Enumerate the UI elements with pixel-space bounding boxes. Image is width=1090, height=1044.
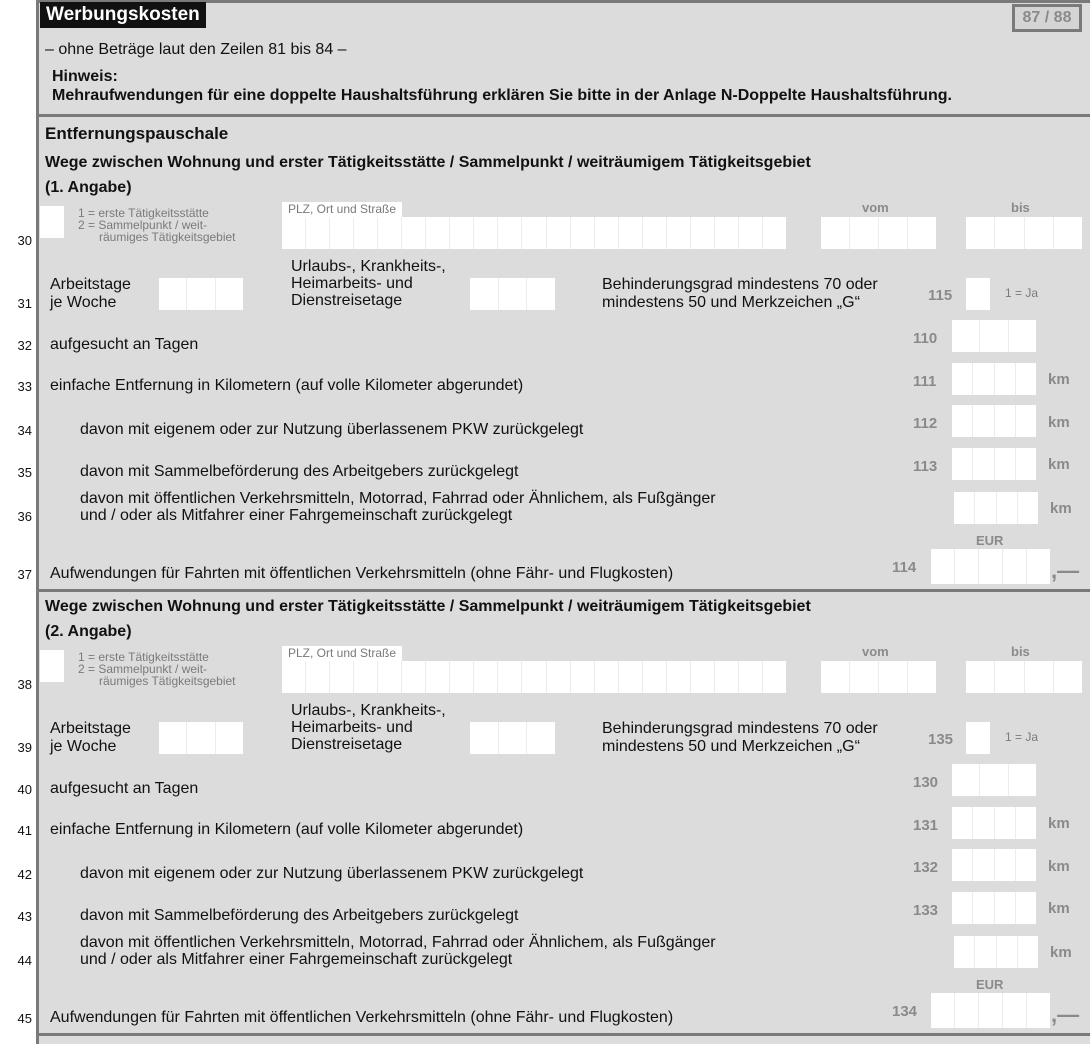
- bis-label: bis: [1011, 200, 1030, 215]
- vom-label: vom: [862, 200, 889, 215]
- block-heading: Wege zwischen Wohnung und erster Tätigkeitsstätte / Sammelpunkt / weiträumigem Tätigkeitsgebiet: [45, 598, 811, 615]
- workdays-label-line1: Arbeitstage: [50, 276, 131, 293]
- leave-days-label: [291, 702, 446, 753]
- days-code: 110: [913, 330, 938, 347]
- block-subheading: (1. Angabe): [45, 179, 132, 196]
- type-option-1: 1 = erste Tätigkeitsstätte: [78, 650, 209, 664]
- pkw-label: davon mit eigenem oder zur Nutzung überlassenem PKW zurückgelegt: [80, 865, 584, 882]
- workdays-label-line1: Arbeitstage: [50, 720, 131, 737]
- workdays-label-line2: je Woche: [50, 738, 117, 755]
- type-option-2-cont: räumiges Tätigkeitsgebiet: [99, 674, 236, 688]
- line-number: 44: [17, 953, 32, 968]
- line-number: 36: [17, 509, 32, 524]
- distance-unit: km: [1048, 815, 1070, 832]
- distance-input[interactable]: [952, 807, 1036, 839]
- workdays-input[interactable]: [159, 278, 243, 310]
- workdays-label: [50, 276, 131, 312]
- address-input[interactable]: [282, 661, 786, 693]
- public-transport-line1: davon mit öffentlichen Verkehrsmitteln, Motorrad, Fahrrad oder Ähnlichem, als Fußgänger: [80, 490, 716, 507]
- line-number: 38: [17, 677, 32, 692]
- hint-text: Mehraufwendungen für eine doppelte Haushaltsführung erklären Sie bitte in der Anlage N-Doppelte Haushaltsführung.: [52, 87, 952, 104]
- sammel-code: 113: [913, 458, 938, 475]
- disability-label: [602, 720, 878, 756]
- workplace-type-input[interactable]: [40, 206, 64, 238]
- costs-label: Aufwendungen für Fahrten mit öffentlichen Verkehrsmitteln (ohne Fähr- und Flugkosten): [50, 1009, 674, 1026]
- address-label: PLZ, Ort und Straße: [282, 646, 402, 661]
- eur-label: EUR: [976, 533, 1004, 548]
- sammel-unit: km: [1048, 900, 1070, 917]
- public-transport-input[interactable]: [954, 492, 1038, 524]
- line-number: 43: [17, 909, 32, 924]
- public-transport-line2: und / oder als Mitfahrer einer Fahrgemeinschaft zurückgelegt: [80, 507, 513, 524]
- sammel-label: davon mit Sammelbeförderung des Arbeitgebers zurückgelegt: [80, 463, 519, 480]
- section-divider: [36, 114, 1090, 117]
- leave-days-line3: Dienstreisetage: [291, 736, 403, 753]
- sammel-unit: km: [1048, 456, 1070, 473]
- distance-code: 131: [913, 817, 939, 834]
- line-number: 40: [17, 782, 32, 797]
- section-title: Entfernungspauschale: [45, 124, 229, 143]
- form-title: Werbungskosten: [40, 2, 206, 28]
- workdays-label-line2: je Woche: [50, 294, 117, 311]
- line-number: 34: [17, 423, 32, 438]
- bis-input[interactable]: [966, 217, 1082, 249]
- type-option-2-cont: räumiges Tätigkeitsgebiet: [99, 230, 236, 244]
- leave-days-input[interactable]: [470, 278, 555, 310]
- disability-line2: mindestens 50 und Merkzeichen „G“: [602, 738, 860, 755]
- line-number: 32: [17, 338, 32, 353]
- vom-label: vom: [862, 644, 889, 659]
- distance-input[interactable]: [952, 363, 1036, 395]
- leave-days-line2: Heimarbeits- und: [291, 275, 413, 292]
- days-label: aufgesucht an Tagen: [50, 336, 199, 353]
- disability-line1: Behinderungsgrad mindestens 70 oder: [602, 276, 878, 293]
- public-transport-line1: davon mit öffentlichen Verkehrsmitteln, Motorrad, Fahrrad oder Ähnlichem, als Fußgänger: [80, 934, 716, 951]
- line-number: 30: [17, 233, 32, 248]
- sammel-input[interactable]: [952, 892, 1036, 924]
- days-input[interactable]: [952, 764, 1036, 796]
- costs-suffix: ,—: [1051, 558, 1080, 583]
- disability-code: 135: [928, 731, 954, 748]
- disability-line2: mindestens 50 und Merkzeichen „G“: [602, 294, 860, 311]
- costs-suffix: ,—: [1051, 1002, 1080, 1027]
- address-input[interactable]: [282, 217, 786, 249]
- block-heading: Wege zwischen Wohnung und erster Tätigkeitsstätte / Sammelpunkt / weiträumigem Tätigkeitsgebiet: [45, 154, 811, 171]
- line-number: 37: [17, 567, 32, 582]
- line-number: 35: [17, 465, 32, 480]
- disability-input[interactable]: [966, 722, 990, 754]
- public-transport-label: [80, 490, 716, 524]
- bis-label: bis: [1011, 644, 1030, 659]
- public-transport-input[interactable]: [954, 936, 1038, 968]
- disability-input[interactable]: [966, 278, 990, 310]
- costs-input[interactable]: [931, 993, 1050, 1028]
- block-subheading: (2. Angabe): [45, 623, 132, 640]
- distance-unit: km: [1048, 371, 1070, 388]
- type-option-1: 1 = erste Tätigkeitsstätte: [78, 206, 209, 220]
- workdays-input[interactable]: [159, 722, 243, 754]
- pkw-label: davon mit eigenem oder zur Nutzung überlassenem PKW zurückgelegt: [80, 421, 584, 438]
- line-number: 45: [17, 1011, 32, 1026]
- public-transport-unit: km: [1050, 500, 1072, 517]
- pkw-input[interactable]: [952, 849, 1036, 881]
- line-number: 33: [17, 379, 32, 394]
- line-number: 42: [17, 867, 32, 882]
- leave-days-line3: Dienstreisetage: [291, 292, 403, 309]
- leave-days-line2: Heimarbeits- und: [291, 719, 413, 736]
- bis-input[interactable]: [966, 661, 1082, 693]
- page-number: 87 / 88: [1012, 4, 1082, 32]
- days-code: 130: [913, 774, 939, 791]
- address-label: PLZ, Ort und Straße: [282, 202, 402, 217]
- leave-days-line1: Urlaubs-, Krankheits-,: [291, 702, 446, 719]
- distance-label: einfache Entfernung in Kilometern (auf volle Kilometer abgerundet): [50, 377, 524, 394]
- workdays-label: [50, 720, 131, 756]
- disability-line1: Behinderungsgrad mindestens 70 oder: [602, 720, 878, 737]
- hint-label: Hinweis:: [52, 68, 118, 85]
- disability-label: [602, 276, 878, 312]
- costs-code: 114: [892, 559, 917, 576]
- type-option-2: 2 = Sammelpunkt / weit-: [78, 218, 208, 232]
- type-option-2: 2 = Sammelpunkt / weit-: [78, 662, 208, 676]
- days-label: aufgesucht an Tagen: [50, 780, 199, 797]
- eur-label: EUR: [976, 977, 1004, 992]
- leave-days-line1: Urlaubs-, Krankheits-,: [291, 258, 446, 275]
- disability-yes-hint: 1 = Ja: [1005, 286, 1039, 300]
- line-number: 41: [17, 823, 32, 838]
- disability-code: 115: [928, 287, 953, 304]
- line-number: 39: [17, 740, 32, 755]
- block-divider: [36, 589, 1090, 592]
- public-transport-label: [80, 934, 716, 968]
- leave-days-label: [291, 258, 446, 309]
- vom-input[interactable]: [821, 217, 936, 249]
- sammel-input[interactable]: [952, 448, 1036, 480]
- days-input[interactable]: [952, 320, 1036, 352]
- pkw-code: 112: [913, 415, 938, 432]
- pkw-input[interactable]: [952, 405, 1036, 437]
- costs-input[interactable]: [931, 549, 1050, 584]
- costs-label: Aufwendungen für Fahrten mit öffentlichen Verkehrsmitteln (ohne Fähr- und Flugkosten): [50, 565, 674, 582]
- sammel-code: 133: [913, 902, 939, 919]
- public-transport-unit: km: [1050, 944, 1072, 961]
- public-transport-line2: und / oder als Mitfahrer einer Fahrgemeinschaft zurückgelegt: [80, 951, 513, 968]
- costs-code: 134: [892, 1003, 918, 1020]
- bottom-divider: [36, 1033, 1090, 1036]
- sammel-label: davon mit Sammelbeförderung des Arbeitgebers zurückgelegt: [80, 907, 519, 924]
- distance-label: einfache Entfernung in Kilometern (auf volle Kilometer abgerundet): [50, 821, 524, 838]
- subtitle: – ohne Beträge laut den Zeilen 81 bis 84 –: [45, 41, 347, 58]
- pkw-unit: km: [1048, 858, 1070, 875]
- leave-days-input[interactable]: [470, 722, 555, 754]
- workplace-type-input[interactable]: [40, 650, 64, 682]
- disability-yes-hint: 1 = Ja: [1005, 730, 1039, 744]
- pkw-code: 132: [913, 859, 939, 876]
- line-number: 31: [17, 296, 32, 311]
- distance-code: 111: [913, 373, 937, 390]
- vom-input[interactable]: [821, 661, 936, 693]
- pkw-unit: km: [1048, 414, 1070, 431]
